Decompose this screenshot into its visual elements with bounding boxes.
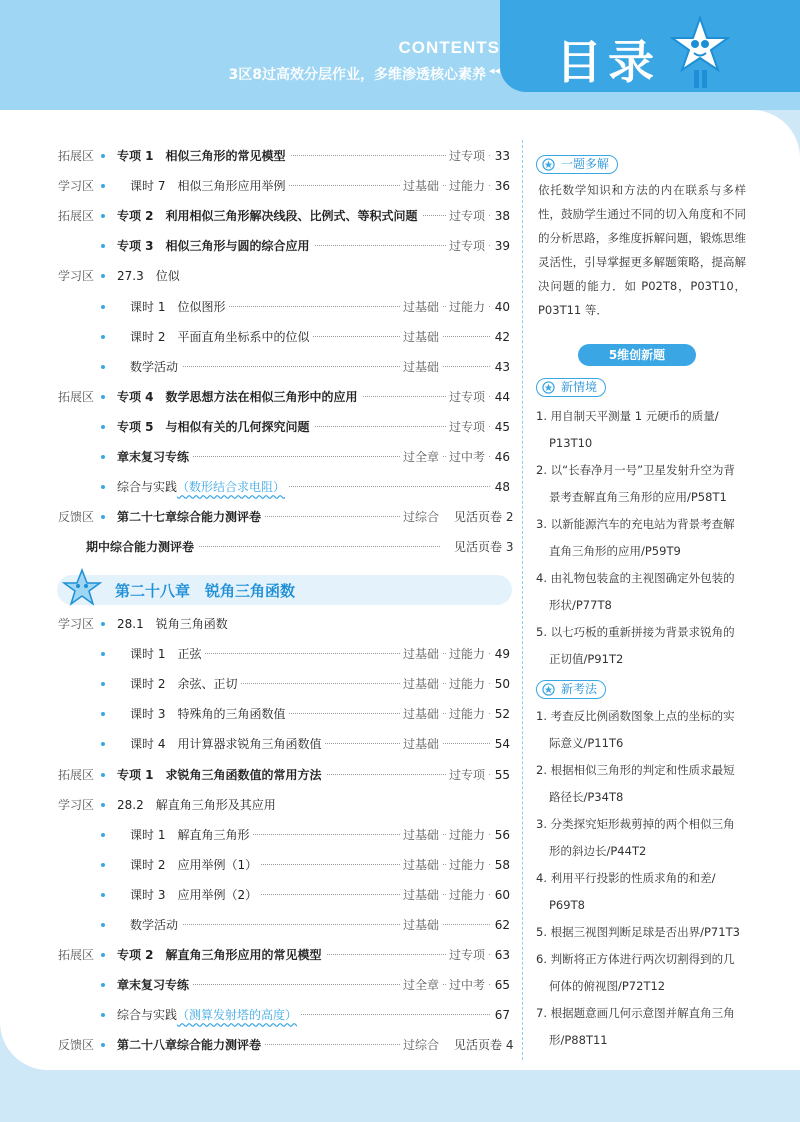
innovation-item	[536, 757, 748, 811]
zone-label: 学习区	[58, 179, 95, 194]
toc-row[interactable]	[0, 415, 515, 439]
page-number: 60	[494, 887, 510, 902]
level-tag: 过综合	[400, 505, 442, 529]
innovation-item	[536, 457, 748, 511]
tag-label: 一题多解	[561, 157, 610, 171]
toc-row[interactable]	[0, 1033, 515, 1057]
toc-row[interactable]	[0, 642, 515, 666]
level-tag: 过专项	[446, 385, 488, 409]
toc-entry-label[interactable]	[130, 913, 182, 937]
level-tag: 过基础	[400, 355, 442, 379]
toc-entry-label[interactable]	[130, 672, 241, 696]
innovation-item	[536, 703, 748, 757]
star-badge-icon	[542, 381, 555, 394]
level-tag: 过基础	[400, 642, 442, 666]
level-tag: 过专项	[446, 204, 488, 228]
bullet-dot	[101, 365, 105, 369]
bullet-dot	[101, 305, 105, 309]
level-tag: 过能力	[446, 702, 488, 726]
star-badge-icon	[542, 683, 555, 696]
bullet-dot	[101, 425, 105, 429]
zone-label: 学习区	[58, 797, 95, 812]
item-line: 1. 考查反比例函数图象上点的坐标的实	[536, 709, 735, 723]
bullet-dot	[101, 803, 105, 807]
bullet-dot	[101, 485, 105, 489]
item-line: 6. 判断将正方体进行两次切割得到的几	[536, 952, 735, 966]
level-tag: 过专项	[446, 415, 488, 439]
toc-entry-label[interactable]	[130, 174, 289, 198]
entry-title: 专项 4 数学思想方法在相似三角形中的应用	[117, 389, 358, 404]
toc-row[interactable]	[0, 174, 515, 198]
header-contents: CONTENTS	[398, 38, 500, 57]
bullet-dot	[101, 652, 105, 656]
booklet-ref: 见活页卷 3	[450, 535, 513, 559]
bullet-dot	[101, 712, 105, 716]
toc-row[interactable]	[0, 1003, 515, 1027]
level-tag: 过能力	[446, 823, 488, 847]
toc-entry-label[interactable]	[117, 475, 289, 499]
toc-entry-label[interactable]	[117, 505, 265, 529]
zone-label: 反馈区	[58, 510, 95, 525]
toc-entry-label[interactable]	[117, 943, 326, 967]
tag-label: 新情境	[561, 380, 598, 394]
booklet-ref: 见活页卷 2	[450, 505, 513, 529]
toc-entry-label[interactable]	[130, 732, 325, 756]
level-tag: 过能力	[446, 672, 488, 696]
tag-new-method	[536, 680, 606, 699]
zone-label: 拓展区	[58, 149, 95, 163]
page-number: 54	[494, 737, 510, 752]
innovation-item	[536, 619, 748, 673]
bullet-dot	[101, 244, 105, 248]
bullet-dot	[101, 515, 105, 519]
page-title: 目录	[556, 35, 660, 89]
page-number: 43	[494, 359, 510, 374]
entry-title: 专项 3 相似三角形与圆的综合应用	[117, 239, 310, 254]
bullet-dot	[101, 214, 105, 218]
item-line: 5. 以七巧板的重新拼接为背景求锐角的	[536, 625, 735, 639]
entry-title: 期中综合能力测评卷	[86, 540, 195, 555]
level-tag: 过基础	[400, 672, 442, 696]
bullet-dot	[101, 833, 105, 837]
entry-title: 专项 1 求锐角三角函数值的常用方法	[117, 767, 322, 782]
innovation-item	[536, 811, 748, 865]
item-line: 5. 根据三视图判断足球是否出界/P71T3	[536, 925, 740, 939]
zone-label: 拓展区	[58, 767, 95, 782]
page-number: 45	[494, 419, 510, 434]
entry-title: 专项 5 与相似有关的几何探究问题	[117, 419, 310, 434]
item-line: 何体的俯视图/P72T12	[549, 979, 666, 993]
toc-entry-label[interactable]	[117, 445, 193, 469]
star-mascot-icon	[670, 14, 730, 94]
toc-row[interactable]	[0, 763, 515, 787]
innovation-item	[536, 919, 748, 946]
level-tag: 过专项	[446, 943, 488, 967]
item-line: 形状/P77T8	[549, 598, 612, 612]
item-line: P69T8	[549, 898, 585, 912]
toc-entry-label[interactable]	[117, 144, 290, 168]
item-line: 2. 以“长春净月一号”卫星发射升空为背	[536, 463, 736, 477]
bullet-dot	[101, 1013, 105, 1017]
entry-title: 27.3 位似	[117, 269, 180, 284]
level-tag: 过能力	[446, 883, 488, 907]
page-number: 62	[494, 918, 510, 932]
toc-entry-label[interactable]	[117, 385, 362, 409]
entry-title: 课时 4 用计算器求锐角三角函数值	[130, 737, 322, 752]
toc-row[interactable]	[0, 702, 515, 726]
page-number: 55	[494, 767, 510, 782]
entry-title: 课时 2 平面直角坐标系中的位似	[130, 329, 310, 344]
item-line: 4. 由礼物包装盒的主视图确定外包装的	[536, 571, 735, 585]
page-number: 40	[494, 299, 510, 314]
bullet-dot	[101, 863, 105, 867]
page-number: 67	[494, 1008, 510, 1023]
bullet-dot	[101, 773, 105, 777]
entry-title: 综合与实践	[117, 1008, 178, 1023]
page-number: 48	[494, 480, 510, 495]
toc-entry-label[interactable]	[130, 295, 229, 319]
item-line: 7. 根据题意画几何示意图并解直角三角	[536, 1006, 735, 1020]
level-tag: 过能力	[446, 642, 488, 666]
entry-title: 课时 3 应用举例（2）	[130, 887, 258, 902]
entry-title: 28.2 解直角三角形及其应用	[117, 797, 276, 812]
innovation-item	[536, 565, 748, 619]
level-tag: 过基础	[400, 732, 442, 756]
item-line: 路径长/P34T8	[549, 790, 624, 804]
page-number: 56	[494, 827, 510, 842]
level-tag: 过中考	[446, 973, 488, 997]
toc-entry-label[interactable]	[130, 883, 261, 907]
level-tag: 过专项	[446, 763, 488, 787]
double-arrow-icon: ◂◂	[488, 64, 500, 77]
level-tag: 过能力	[446, 174, 488, 198]
toc-entry-label[interactable]	[117, 793, 280, 817]
entry-title: 章末复习专练	[117, 450, 190, 464]
toc-row[interactable]	[0, 793, 515, 817]
bullet-dot	[101, 274, 105, 278]
innovation-item	[536, 1000, 748, 1054]
tag-new-context	[536, 378, 606, 397]
level-tag: 过全章	[400, 973, 442, 997]
bullet-dot	[101, 893, 105, 897]
level-tag: 过全章	[400, 445, 442, 469]
item-line: 形/P88T11	[549, 1033, 608, 1047]
entry-title: 课时 2 余弦、正切	[130, 677, 238, 692]
bullet-dot	[101, 983, 105, 987]
bullet-dot	[101, 742, 105, 746]
item-line: 4. 利用平行投影的性质求角的和差/	[536, 871, 716, 885]
level-tag: 过基础	[400, 853, 442, 877]
item-line: 形的斜边长/P44T2	[549, 844, 647, 858]
bullet-dot	[101, 184, 105, 188]
bullet-dot	[101, 682, 105, 686]
toc-entry-label[interactable]	[130, 853, 261, 877]
page-number: 52	[494, 707, 510, 722]
bullet-dot	[101, 395, 105, 399]
toc-entry-label[interactable]	[117, 763, 326, 787]
entry-title: 专项 2 解直角三角形应用的常见模型	[117, 948, 322, 963]
toc-row[interactable]	[0, 264, 515, 288]
bullet-dot	[101, 154, 105, 158]
toc-entry-label[interactable]	[117, 264, 184, 288]
toc-entry-label[interactable]	[130, 642, 205, 666]
toc-entry-label[interactable]	[117, 1033, 265, 1057]
entry-title: 第二十八章综合能力测评卷	[117, 1038, 262, 1053]
page-number: 38	[494, 209, 510, 224]
item-line: 1. 用自制天平测量 1 元硬币的质量/	[536, 409, 719, 423]
toc-entry-label[interactable]	[130, 702, 289, 726]
level-tag: 过综合	[400, 1033, 442, 1057]
innovation-item	[536, 403, 748, 457]
bullet-dot	[101, 622, 105, 626]
toc-entry-label[interactable]	[117, 234, 314, 258]
toc-entry-label[interactable]	[130, 355, 182, 379]
toc-entry-label[interactable]	[130, 823, 253, 847]
toc-entry-label[interactable]	[86, 535, 198, 559]
footer-band	[0, 1070, 800, 1122]
entry-subtitle: （数形结合求电阻）	[177, 480, 286, 495]
item-line: 3. 以新能源汽车的充电站为背景考查解	[536, 517, 735, 531]
page-number: 39	[494, 239, 510, 254]
toc-row[interactable]	[0, 853, 515, 877]
level-tag: 过基础	[400, 325, 442, 349]
page-number: 36	[494, 179, 510, 194]
item-line: 际意义/P11T6	[549, 736, 624, 750]
toc-row[interactable]	[0, 732, 515, 756]
toc-entry-label[interactable]	[117, 612, 232, 636]
mascot-icon	[62, 568, 102, 608]
toc-row[interactable]	[0, 535, 515, 559]
level-tag: 过专项	[446, 234, 488, 258]
toc-row[interactable]	[0, 295, 515, 319]
toc-row[interactable]	[0, 204, 515, 228]
chapter-title[interactable]: 第二十八章 锐角三角函数	[115, 582, 296, 600]
entry-title: 综合与实践	[117, 480, 178, 495]
toc-row[interactable]	[0, 234, 515, 258]
level-tag: 过基础	[400, 702, 442, 726]
bullet-dot	[101, 455, 105, 459]
toc-row[interactable]	[0, 612, 515, 636]
page-number: 65	[494, 978, 510, 993]
level-tag: 过能力	[446, 853, 488, 877]
entry-subtitle: （测算发射塔的高度）	[177, 1008, 298, 1023]
entry-title: 专项 2 利用相似三角形解决线段、比例式、等积式问题	[117, 209, 418, 224]
level-tag: 过基础	[400, 295, 442, 319]
item-line: 2. 根据相似三角形的判定和性质求最短	[536, 763, 735, 777]
toc-entry-label[interactable]	[117, 973, 193, 997]
page-number: 44	[494, 389, 510, 404]
toc-row[interactable]	[0, 943, 515, 967]
toc-entry-label[interactable]	[117, 204, 422, 228]
toc-entry-label[interactable]	[117, 1003, 301, 1027]
bullet-dot	[101, 953, 105, 957]
entry-title: 课时 2 应用举例（1）	[130, 857, 258, 872]
page-number: 46	[494, 450, 510, 464]
toc-row[interactable]	[0, 325, 515, 349]
toc-row[interactable]	[0, 505, 515, 529]
item-line: 景考查解直角三角形的应用/P58T1	[549, 490, 727, 504]
page-number: 63	[494, 948, 510, 963]
entry-title: 课时 3 特殊角的三角函数值	[130, 707, 286, 722]
toc-row[interactable]	[0, 973, 515, 997]
zone-label: 拓展区	[58, 209, 95, 224]
bullet-dot	[101, 923, 105, 927]
level-tag: 过专项	[446, 144, 488, 168]
entry-title: 课时 7 相似三角形应用举例	[130, 179, 286, 194]
entry-title: 章末复习专练	[117, 978, 190, 993]
entry-title: 数学活动	[130, 359, 179, 374]
entry-title: 第二十七章综合能力测评卷	[117, 510, 262, 525]
level-tag: 过能力	[446, 295, 488, 319]
zone-label: 拓展区	[58, 389, 95, 404]
tag-multi-solution	[536, 155, 618, 174]
zone-label: 学习区	[58, 617, 95, 631]
zone-label: 拓展区	[58, 948, 95, 963]
innovation-badge: 5维创新题	[578, 344, 696, 366]
item-line: 直角三角形的应用/P59T9	[549, 544, 681, 558]
item-line: 3. 分类探究矩形裁剪掉的两个相似三角	[536, 817, 735, 831]
header-slogan: 3区8过高效分层作业，多维渗透核心素养	[228, 67, 486, 83]
page-number: 58	[494, 857, 510, 872]
item-line: 正切值/P91T2	[549, 652, 624, 666]
innovation-item	[536, 511, 748, 565]
toc-row[interactable]	[0, 144, 515, 168]
toc-row[interactable]	[0, 445, 515, 469]
zone-label: 反馈区	[58, 1038, 95, 1053]
level-tag: 过基础	[400, 913, 442, 937]
toc-row[interactable]	[0, 355, 515, 379]
item-line: P13T10	[549, 436, 593, 450]
entry-title: 数学活动	[130, 918, 179, 932]
entry-title: 课时 1 解直角三角形	[130, 827, 250, 842]
page-number: 42	[494, 329, 510, 344]
toc-row[interactable]	[0, 823, 515, 847]
level-tag: 过基础	[400, 823, 442, 847]
level-tag: 过基础	[400, 174, 442, 198]
toc-entry-label[interactable]	[117, 415, 314, 439]
innovation-item	[536, 946, 748, 1000]
entry-title: 课时 1 正弦	[130, 647, 202, 662]
page-number: 49	[494, 647, 510, 662]
toc-row[interactable]	[0, 475, 515, 499]
toc-row[interactable]	[0, 385, 515, 409]
bullet-dot	[101, 1043, 105, 1047]
toc-entry-label[interactable]	[130, 325, 313, 349]
page-number: 33	[494, 149, 510, 163]
toc-row[interactable]	[0, 883, 515, 907]
entry-title: 28.1 锐角三角函数	[117, 617, 228, 631]
entry-title: 专项 1 相似三角形的常见模型	[117, 149, 286, 163]
tag-label: 新考法	[561, 682, 598, 696]
page-number: 50	[494, 677, 510, 692]
level-tag: 过中考	[446, 445, 488, 469]
innovation-item	[536, 865, 748, 919]
toc-row[interactable]	[0, 672, 515, 696]
booklet-ref: 见活页卷 4	[450, 1033, 513, 1057]
bullet-dot	[101, 335, 105, 339]
multi-solution-text: 依托数学知识和方法的内在联系与多样性，鼓励学生通过不同的切入角度和不同的分析思路，多维度拆解问题，锻炼思维灵活性，引导掌握更多解题策略，提高解决问题的能力．如 P02T8，P03T10，P03T11 等．	[538, 183, 746, 317]
toc-row[interactable]	[0, 913, 515, 937]
star-badge-icon	[542, 158, 555, 171]
level-tag: 过基础	[400, 883, 442, 907]
entry-title: 课时 1 位似图形	[130, 299, 226, 314]
zone-label: 学习区	[58, 269, 95, 284]
